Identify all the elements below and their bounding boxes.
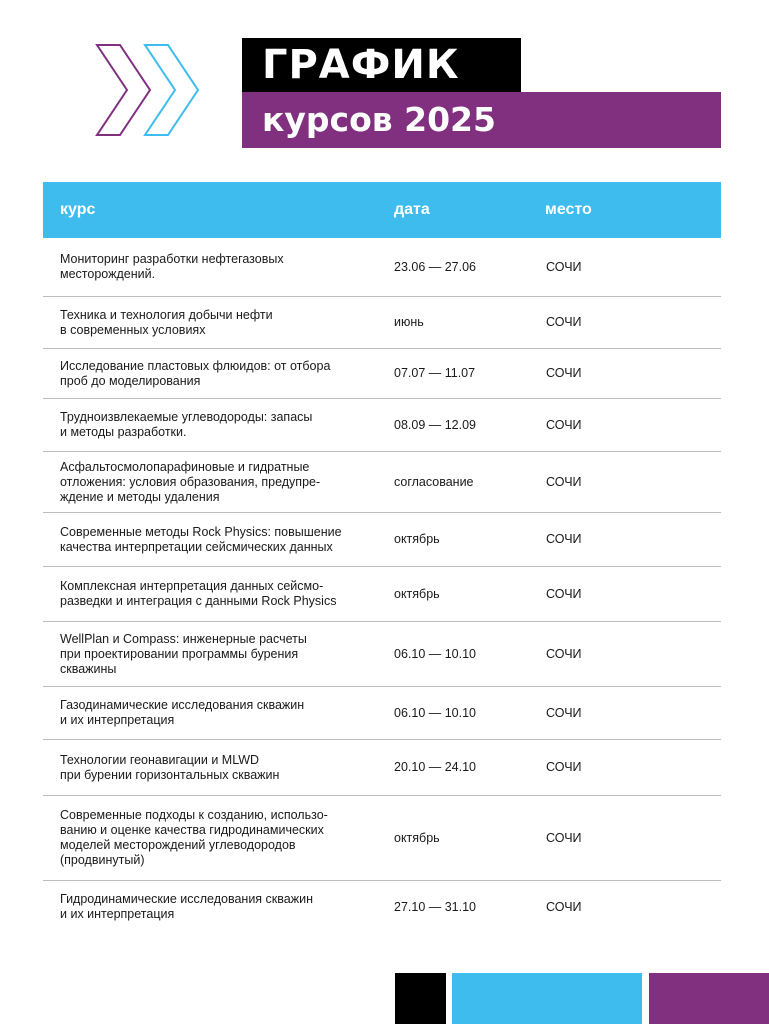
- course-name: Гидродинамические исследования скважин и их интерпретация: [60, 892, 313, 921]
- course-place: СОЧИ: [546, 259, 582, 274]
- table-row: [43, 297, 721, 349]
- table-row: [43, 796, 721, 881]
- table-row: [43, 687, 721, 740]
- course-date: согласование: [394, 474, 474, 489]
- course-date: 27.10 — 31.10: [394, 899, 477, 914]
- double-chevron-icon: [95, 43, 201, 143]
- table-row: [43, 399, 721, 452]
- course-name: Современные подходы к созданию, использо- ванию и оценке качества гидродинамических моделей месторождений углеводородов (продвинутый): [60, 808, 328, 867]
- course-schedule-table: [43, 182, 721, 933]
- course-date: 06.10 — 10.10: [394, 705, 477, 720]
- course-name: Мониторинг разработки нефтегазовых месторождений.: [60, 252, 284, 281]
- course-place: СОЧИ: [546, 586, 582, 601]
- course-name: Современные методы Rock Physics: повышение качества интерпретации сейсмических данных: [60, 524, 342, 554]
- course-date: 20.10 — 24.10: [394, 760, 477, 774]
- table-row: [43, 622, 721, 687]
- course-date: 07.07 — 11.07: [394, 366, 476, 380]
- course-date: 08.09 — 12.09: [394, 417, 477, 432]
- course-place: СОЧИ: [546, 830, 582, 845]
- column-header-date: дата: [394, 201, 430, 218]
- course-date: 23.06 — 27.06: [394, 259, 477, 274]
- table-row: [43, 881, 721, 933]
- table-row: [43, 513, 721, 567]
- course-place: СОЧИ: [546, 417, 582, 432]
- course-name: Исследование пластовых флюидов: от отбора проб до моделирования: [60, 358, 331, 388]
- column-header-place: место: [545, 201, 592, 218]
- course-place: СОЧИ: [546, 760, 582, 774]
- table-row: [43, 452, 721, 513]
- course-place: СОЧИ: [546, 705, 582, 720]
- table-row: [43, 238, 721, 297]
- course-place: СОЧИ: [546, 899, 582, 914]
- course-name: WellPlan и Compass: инженерные расчеты при проектировании программы бурения скважины: [60, 631, 307, 676]
- course-name: Техника и технология добычи нефти в современных условиях: [60, 307, 273, 337]
- course-name: Комплексная интерпретация данных сейсмо- разведки и интеграция с данными Rock Physics: [60, 579, 337, 608]
- footer-block-black: [395, 973, 446, 1024]
- course-place: СОЧИ: [546, 532, 582, 546]
- course-place: СОЧИ: [546, 366, 582, 380]
- footer-block-blue: [452, 973, 642, 1024]
- table-body: [43, 238, 721, 933]
- course-name: Технологии геонавигации и MLWD при бурении горизонтальных скважин: [60, 752, 280, 782]
- course-name: Трудноизвлекаемые углеводороды: запасы и методы разработки.: [60, 410, 313, 439]
- table-row: [43, 567, 721, 622]
- course-date: октябрь: [394, 532, 440, 546]
- course-place: СОЧИ: [546, 646, 582, 661]
- course-date: июнь: [394, 315, 424, 329]
- table-row: [43, 740, 721, 796]
- page-subtitle: курсов 2025: [242, 92, 721, 148]
- table-row: [43, 349, 721, 399]
- course-place: СОЧИ: [546, 315, 582, 329]
- course-name: Газодинамические исследования скважин и их интерпретация: [60, 698, 305, 727]
- course-date: 06.10 — 10.10: [394, 646, 477, 661]
- page-title: ГРАФИК: [242, 38, 521, 92]
- course-name: Асфальтосмолопарафиновые и гидратные отложения: условия образования, предупре- ждение и методы удаления: [60, 459, 321, 504]
- footer-block-purple: [649, 973, 769, 1024]
- course-date: октябрь: [394, 586, 440, 601]
- column-header-course: курс: [60, 201, 96, 218]
- course-date: октябрь: [394, 830, 440, 845]
- table-header: [43, 182, 721, 238]
- course-place: СОЧИ: [546, 474, 582, 489]
